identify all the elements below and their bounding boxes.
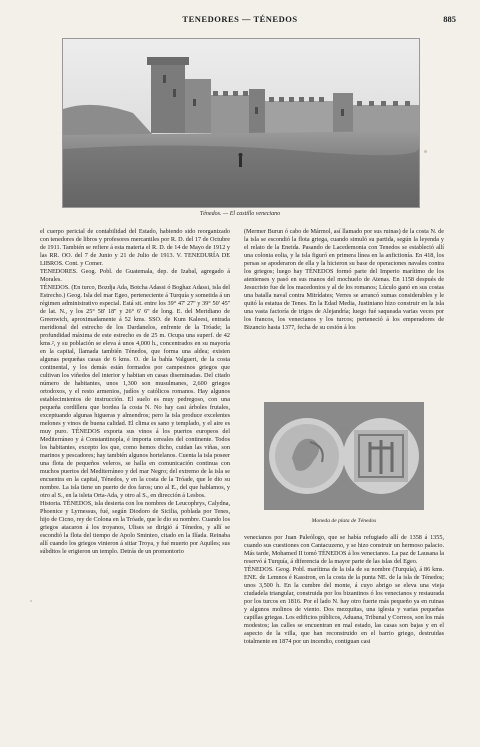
paper-speck xyxy=(30,600,32,602)
running-head: TENEDORES — TÉNEDOS xyxy=(182,14,298,24)
right-column-top xyxy=(244,228,444,332)
paragraph-venecianos: venecianos por Juan Paleólogo, que se había refugiado allí de 1358 á 1355, cuando sus cuestiones con Cantacuzeno, y se hizo construir un hermoso palacio. Más tarde, Mohamed II tomó TÉNEDOS á los venecianos. La paz de Lausana la reservó á Turquía, á diferencia de la mayor parte de las islas del Egeo. xyxy=(244,534,444,565)
right-column-bottom xyxy=(244,534,444,646)
coin-plate xyxy=(244,398,444,528)
entry-tenedos-poblacion: TÉNEDOS. Geog. Pobl. marítima de la isla de su nombre (Turquía), á 86 kms. ENE. de Lemnos é Kasstron, en la costa de la punta NE. de la isla de Ténedos; unos 3,500 h. En la cumbre del monte, á cuyo abrigo se eleva una vieja ciudadela triangular, construida por los bizantinos ó los venecianos y restaurada por los turcos en 1816. Por el lado N. hay otro fuerte más pequeño ya en ruinas y algunos molinos de viento. Dos mezquitas, una iglesia y varias pequeñas capillas griegas. Los edificios públicos, Aduana, Tribunal y Correos, son los más modestos; las calles se encuentran en mal estado, las casas son bajas y en el aspecto de la villa, que han reconstruido en el barrio griego, destruidas totalmente en 1874 por un incendio, contiguan casi xyxy=(244,566,444,645)
entry-tenedores-guatemala: TENEDORES. Geog. Pobl. de Guatemala, dep. de Izabal, agregado á Morales. xyxy=(40,268,230,283)
coin-caption: Moneda de plata de Ténedos xyxy=(311,518,377,524)
paragraph-cuerpo-pericial: el cuerpo pericial de contabilidad del Estado, habiendo sido reorganizado con tenedores de libros y profesores mercantiles por R. D. del 17 de Octubre de 1911. También se refiere á esta materia el R. D. de 14 de Mayo de 1912 y las RR. OO. del 7 de Junio y 21 de Julio de 1913. V. TENEDURÍA DE LIBROS. Cont. y Comer. xyxy=(40,228,230,267)
page-header xyxy=(0,14,480,30)
page-number: 885 xyxy=(443,14,456,24)
entry-tenedos-isla: TÉNEDOS. (En turco, Bozdja Ada, Botcha Adassi ó Boghaz Adassi, isla del Estrecho.) Geog. Isla del mar Egeo, perteneciente á Turquía y sometida á un régimen administrativo especial. Está sit. entre los 39° 47' 27'' y 39° 50' 45'' de lat. N., y los 25° 58' 18'' y 26° 6' 6'' de long. E. del Meridiano de Greenwich, aproximadamente á 52 kms. SSO. de Kum Kaleesi, entrada meridional del estrecho de los Dardanelos, enfrente de la Tróade; la profundidad máxima de este estrecho es de 25 m. Ocupa una superf. de 42 kms.², y su población se eleva á unos 4,000 h., concentrados en su mayoría en la capital, llamada también Ténedos, que forma una aldea; existen algunas pequeñas casas de 6 kms. O. de la bahía Valgueri, de la costa continental, y los demás están formados por campesinos griegos que cultivan los viñedos del interior y habitan en casas diseminadas. Del citado número de habitantes, unos 1,300 son musulmanes, 2,600 griegos ortodoxos, y el resto armenios, judíos y católicos romanos. Hay algunos establecimientos de instrucción. El suelo es muy pedregoso, con una pequeña cordillera que bordea la costa N. No hay casi árboles frutales, exceptuando algunas higueras y almendros; pero la isla produce excelentes melones y vinos de buena calidad. El clima es sano y templado, y el aire es muy puro. TÉNEDOS exporta sus vinos á los puertos europeos del Mediterráneo y á Constantinopla, é importa cereales del continente. Todos los habitantes, excepto los que, como hemos dicho, cuidan las viñas, son marinos y pescadores; hay también algunos hortelanos. Cuenta la isla poseer una flota de pequeños veleros, se halla en comunicación continua con muchos puertos del Mediterráneo y del mar Negro; del extremo de la isla se encuentra en la capital, Ténedos, y en la costa de la Tróade, que le dio su nombre. La isla tiene un puerto de dos faros; uno al E., del que hablamos, y otro al S., en la isleta Orta-Ada, y otro al S., en dirección á Lesbos. xyxy=(40,284,230,499)
paragraph-historia: Historia. TÉNEDOS, isla desierta con los nombres de Leucophrys, Calydna, Phoenice y Lyrnessus, fué, según Diodoro de Sicilia, poblada por Tenes, hijo de Cicno, rey de Colona en la Tróade, que le dio su nombre. Cuando los griegos atacaron á los troyanos, Ulises se dirigió á Ténedos, y allí se escondió la flota del tiempo de Apolo Sminteo, citado en la Ilíada. Reinaba allí cuando los griegos vinieron á sitiar Troya, y fué muerto por Aquiles; sus súbditos le erigieron un templo. Detrás de un promontorio xyxy=(40,500,230,555)
left-column xyxy=(40,228,230,556)
photo-caption: Ténedos. — El castillo veneciano xyxy=(199,211,281,217)
paper-speck xyxy=(424,150,427,153)
paragraph-history-continued: (Mermer Burun ó cabo de Mármol, así llamado por sus ruinas) de la costa N. de la isla se escondió la flota griega, cuando simuló su partida, según la leyenda y el relato de la Eneida. Pasando de Lacedemonia con Tenedos se estableció allí una colonia eolia, y la isla figuró en primera línea en la anfictionía. En 418, los persas se apoderaron de ella y la hicieron su base de operaciones navales contra los griegos; luego hay TÉNEDOS formó parte del Imperio marítimo de los atenienses y pasó en sus manos del mochuelo de Atenas. En 1158 después de Jesucristo fue de los macedonios y al de los romanos; Lúculo ganó en sus costas una batalla naval contra Mitrídates; Verres se arrancó sumas considerables y le quitó la estatua de Tenes. En la Edad Media, Justiniano hizo construir en la isla una vasta factoría de trigos de Alejandría; luego fué saqueada varias veces por los francos, los venecianos y los turcos; perteneció á los emperadores de Bizancio hasta 1377, fecha de su cesión á los xyxy=(244,228,444,331)
castle-photo xyxy=(62,38,420,208)
